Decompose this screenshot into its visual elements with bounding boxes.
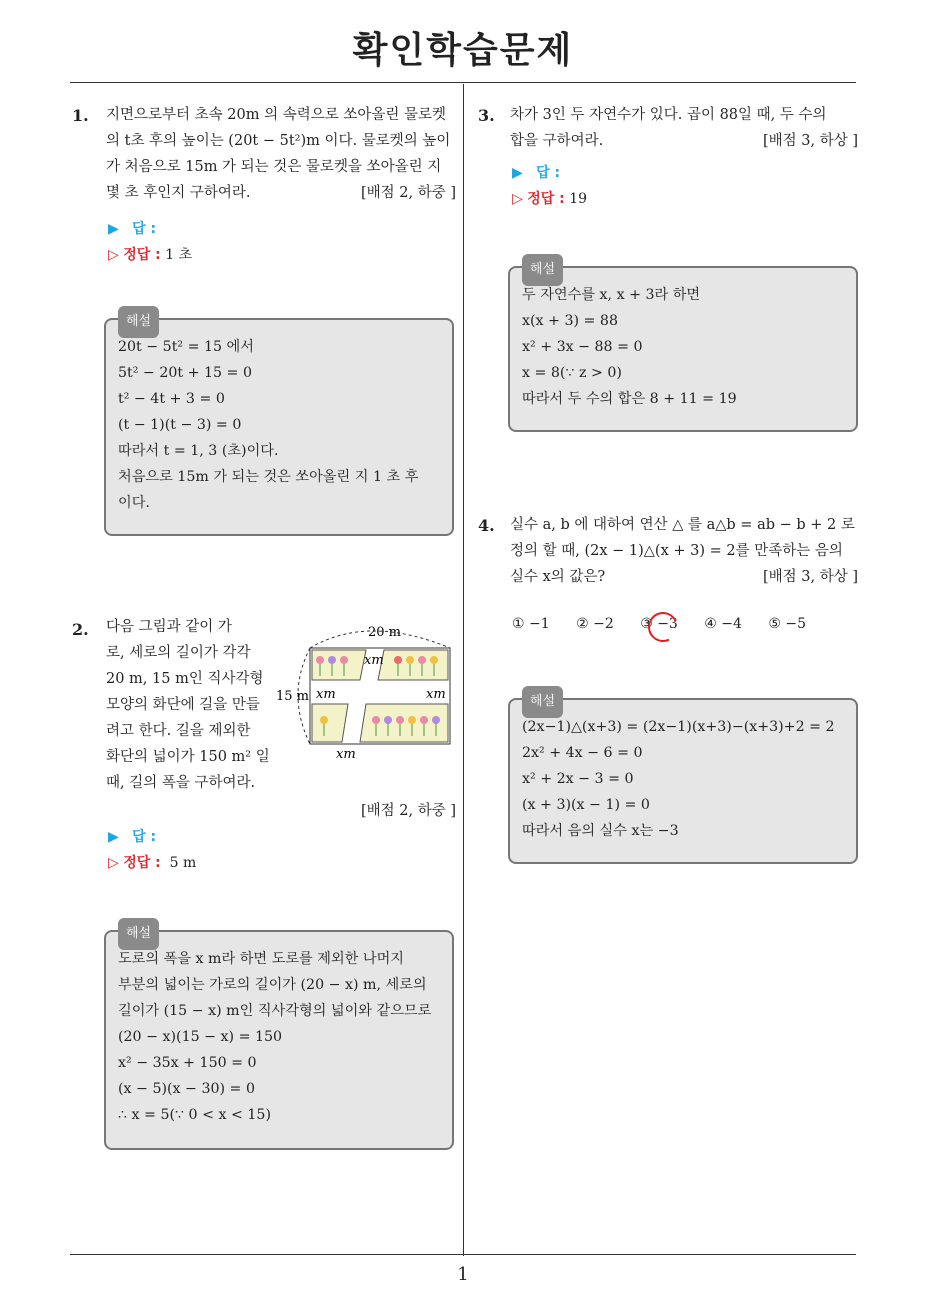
problem-3-meta: [배점 3, 하상 ] [762, 133, 858, 149]
choice-2[interactable]: ② −2 [576, 616, 614, 632]
column-divider [463, 84, 464, 1256]
problem-2-line: 다음 그림과 같이 가 [106, 619, 232, 635]
solution-line: 부분의 넓이는 가로의 길이가 (20 − x) m, 세로의 [118, 977, 427, 993]
solution-line: (2x−1)△(x+3) = (2x−1)(x+3)−(x+3)+2 = 2 [522, 719, 835, 735]
fig-road-label: xm [364, 653, 384, 668]
solution-line: ∴ x = 5(∵ 0 < x < 15) [118, 1107, 271, 1123]
choice-1[interactable]: ① −1 [512, 616, 550, 632]
fig-road-label: xm [336, 747, 356, 762]
solution-line: 따라서 t = 1, 3 (초)이다. [118, 443, 279, 459]
solution-line: (t − 1)(t − 3) = 0 [118, 417, 242, 433]
solution-line: x² + 2x − 3 = 0 [522, 771, 634, 787]
problem-2-line: 20 m, 15 m인 직사각형 [106, 671, 264, 687]
problem-2-line: 모양의 화단에 길을 만들 [106, 697, 260, 713]
solution-line: 이다. [118, 495, 150, 511]
problem-3-text [510, 102, 858, 154]
solution-tag: 해설 [118, 306, 159, 338]
page-title: 확인학습문제 [352, 30, 574, 71]
problem-3-solution [508, 262, 858, 432]
solution-tag: 해설 [118, 918, 159, 950]
problem-4-text [510, 512, 858, 590]
problem-2-line: 화단의 넓이가 150 m² 일 [106, 749, 270, 765]
problem-2-number: 2. [72, 620, 89, 639]
answer-label: 답 : [536, 165, 561, 181]
solution-line: 5t² − 20t + 15 = 0 [118, 365, 252, 381]
solution-line: x² + 3x − 88 = 0 [522, 339, 643, 355]
solution-line: x² − 35x + 150 = 0 [118, 1055, 257, 1071]
problem-2-answer-area [108, 824, 196, 876]
problem-1-answer-area [108, 216, 192, 268]
garden-figure [276, 620, 458, 762]
problem-4-line: 정의 할 때, (2x − 1)△(x + 3) = 2를 만족하는 음의 [510, 543, 843, 559]
solution-line: x(x + 3) = 88 [522, 313, 618, 329]
play-icon: ▶ [108, 221, 119, 237]
solution-line: 20t − 5t² = 15 에서 [118, 339, 254, 355]
correct-label: 정답 : [527, 191, 565, 207]
fig-width-label: 20 m [368, 625, 402, 640]
problem-3-number: 3. [478, 106, 495, 125]
play-icon: ▶ [108, 829, 119, 845]
triangle-outline-icon: ▷ [108, 247, 119, 263]
problem-1-line: 몇 초 후인지 구하여라. [106, 185, 251, 201]
correct-value: 5 m [169, 855, 197, 871]
problem-1-text [106, 102, 456, 206]
solution-line: 따라서 두 수의 합은 8 + 11 = 19 [522, 391, 737, 407]
problem-1-line: 의 t초 후의 높이는 (20t − 5t²)m 이다. 물로켓의 높이 [106, 133, 451, 149]
problem-4-number: 4. [478, 516, 495, 535]
correct-value: 19 [569, 191, 588, 207]
answer-label: 답 : [132, 221, 157, 237]
fig-road-label: xm [316, 687, 336, 702]
solution-line: 따라서 음의 실수 x는 −3 [522, 823, 679, 839]
problem-4-line: 실수 a, b 에 대하여 연산 △ 를 a△b = ab − b + 2 로 [510, 517, 855, 533]
problem-4-solution [508, 694, 858, 864]
choice-5[interactable]: ⑤ −5 [768, 616, 807, 632]
solution-line: 2x² + 4x − 6 = 0 [522, 745, 643, 761]
problem-2-line: 로, 세로의 길이가 각각 [106, 645, 251, 661]
solution-line: 두 자연수를 x, x + 3라 하면 [522, 287, 701, 303]
solution-line: (20 − x)(15 − x) = 150 [118, 1029, 283, 1045]
choice-4[interactable]: ④ −4 [704, 616, 742, 632]
triangle-outline-icon: ▷ [108, 855, 119, 871]
problem-3-answer-area [512, 160, 587, 212]
problem-4-line: 실수 x의 값은? [510, 569, 606, 585]
correct-value: 1 초 [165, 247, 193, 263]
correct-label: 정답 : [123, 855, 161, 871]
page-number: 1 [457, 1264, 469, 1285]
fig-road-label: xm [426, 687, 446, 702]
choice-3[interactable]: ③ −3 [640, 616, 678, 632]
problem-3-line: 차가 3인 두 자연수가 있다. 곱이 88일 때, 두 수의 [510, 107, 827, 123]
solution-line: 길이가 (15 − x) m인 직사각형의 넓이와 같으므로 [118, 1003, 432, 1019]
fig-height-label: 15 m [276, 689, 310, 704]
flowerbed-bottom-left [312, 704, 348, 742]
solution-line: x = 8(∵ z > 0) [522, 365, 622, 381]
problem-2-line: 려고 한다. 길을 제외한 [106, 723, 251, 739]
problem-2-text [106, 614, 271, 796]
solution-line: t² − 4t + 3 = 0 [118, 391, 225, 407]
play-icon: ▶ [512, 165, 523, 181]
problem-2-solution [104, 926, 454, 1150]
bottom-divider [70, 1254, 856, 1255]
problem-1-solution [104, 314, 454, 536]
solution-tag: 해설 [522, 254, 563, 286]
solution-line: (x + 3)(x − 1) = 0 [522, 797, 650, 813]
flowerbed-top-right [378, 650, 448, 680]
problem-4-meta: [배점 3, 하상 ] [762, 569, 858, 585]
problem-1-number: 1. [72, 106, 89, 125]
triangle-outline-icon: ▷ [512, 191, 523, 207]
problem-3-line: 합을 구하여라. [510, 133, 604, 149]
problem-1-meta: [배점 2, 하중 ] [360, 185, 456, 201]
problem-1-line: 가 처음으로 15m 가 되는 것은 물로켓을 쏘아올린 지 [106, 159, 442, 175]
solution-line: 처음으로 15m 가 되는 것은 쏘아올린 지 1 초 후 [118, 469, 419, 485]
top-divider [70, 82, 856, 83]
solution-line: 도로의 폭을 x m라 하면 도로를 제외한 나머지 [118, 951, 405, 967]
problem-1-line: 지면으로부터 초속 20m 의 속력으로 쏘아올린 물로켓 [106, 107, 446, 123]
solution-tag: 해설 [522, 686, 563, 718]
problem-2-line: 때, 길의 폭을 구하여라. [106, 775, 256, 791]
solution-line: (x − 5)(x − 30) = 0 [118, 1081, 255, 1097]
problem-2-meta: [배점 2, 하중 ] [360, 803, 456, 819]
answer-label: 답 : [132, 829, 157, 845]
correct-label: 정답 : [123, 247, 161, 263]
selected-choice-mark [644, 608, 682, 646]
